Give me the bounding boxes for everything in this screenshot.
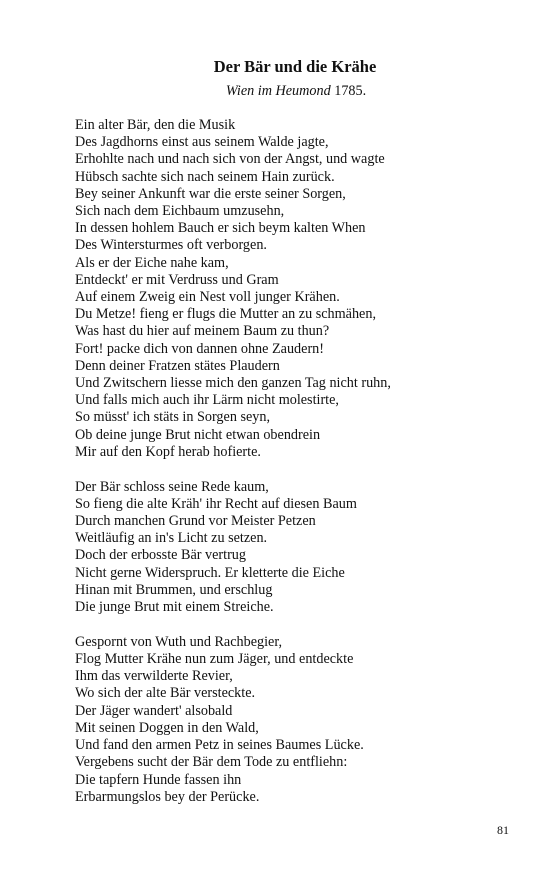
poem-line: Ob deine junge Brut nicht etwan obendrein — [75, 426, 321, 443]
stanza — [75, 117, 515, 461]
poem-subtitle — [0, 83, 550, 100]
poem-line: Hinan mit Brummen, und erschlug — [75, 581, 273, 598]
poem-line: Ein alter Bär, den die Musik — [75, 117, 236, 133]
poem-line: Und fand den armen Petz in seines Baumes Lücke. — [75, 737, 364, 754]
poem-line: Der Bär schloss seine Rede kaum, — [75, 478, 269, 495]
poem-line: Erhohlte nach und nach sich von der Angst, und wagte — [75, 151, 385, 168]
poem-line: Und falls mich auch ihr Lärm nicht molestirte, — [75, 392, 339, 409]
poem-line: Als er der Eiche nahe kam, — [75, 254, 229, 271]
poem-line: Auf einem Zweig ein Nest voll junger Krähen. — [75, 289, 340, 306]
poem-line: Vergebens sucht der Bär dem Tode zu entfliehn: — [75, 754, 348, 771]
poem-line: Was hast du hier auf meinem Baum zu thun? — [75, 323, 330, 340]
poem-line: Sich nach dem Eichbaum umzusehn, — [75, 203, 285, 220]
subtitle-place: Wien im Heumond — [225, 83, 331, 99]
stanza — [75, 634, 515, 806]
poem-line: Die junge Brut mit einem Streiche. — [75, 599, 274, 616]
poem-line: Du Metze! fieng er flugs die Mutter an zu schmähen, — [75, 306, 376, 323]
poem-line: Der Jäger wandert' alsobald — [75, 702, 233, 719]
poem-line: Hübsch sachte sich nach seinem Hain zurück. — [75, 168, 335, 185]
poem-line: Durch manchen Grund vor Meister Petzen — [75, 513, 316, 530]
poem-line: Mit seinen Doggen in den Wald, — [75, 719, 259, 736]
poem-line: Des Wintersturmes oft verborgen. — [75, 237, 267, 254]
poem-line: Gespornt von Wuth und Rachbegier, — [75, 633, 283, 650]
poem-line: Flog Mutter Krähe nun zum Jäger, und entdeckte — [75, 651, 354, 668]
poem-line: Und Zwitschern liesse mich den ganzen Tag nicht ruhn, — [75, 375, 391, 392]
page-number: 81 — [497, 823, 509, 837]
poem-line: Nicht gerne Widerspruch. Er kletterte die Eiche — [75, 564, 345, 581]
poem-line: Bey seiner Ankunft war die erste seiner Sorgen, — [75, 185, 346, 202]
subtitle-year: 1785. — [334, 83, 367, 99]
poem-line: Doch der erbosste Bär vertrug — [75, 547, 246, 564]
poem-line: Entdeckt' er mit Verdruss und Gram — [75, 271, 279, 288]
poem-line: Fort! packe dich von dannen ohne Zaudern! — [75, 340, 324, 357]
poem-line: Die tapfern Hunde fassen ihn — [75, 771, 242, 788]
poem-line: So müsst' ich stäts in Sorgen seyn, — [75, 409, 271, 426]
poem-line: Wo sich der alte Bär versteckte. — [75, 685, 256, 702]
poem-line: Denn deiner Fratzen stätes Plaudern — [75, 357, 280, 374]
poem-title: Der Bär und die Krähe — [213, 57, 377, 76]
poem-line: Weitläufig an in's Licht zu setzen. — [75, 530, 268, 547]
poem-line: So fieng die alte Kräh' ihr Recht auf diesen Baum — [75, 495, 357, 512]
poem-line: Mir auf den Kopf herab hofierte. — [75, 443, 261, 460]
poem-line: Des Jagdhorns einst aus seinem Walde jagte, — [75, 134, 329, 151]
poem-line: In dessen hohlem Bauch er sich beym kalten When — [75, 220, 366, 237]
poem-line: Ihm das verwilderte Revier, — [75, 668, 233, 685]
poem-body — [75, 117, 515, 824]
poem-line: Erbarmungslos bey der Perücke. — [75, 788, 260, 805]
stanza — [75, 479, 515, 617]
